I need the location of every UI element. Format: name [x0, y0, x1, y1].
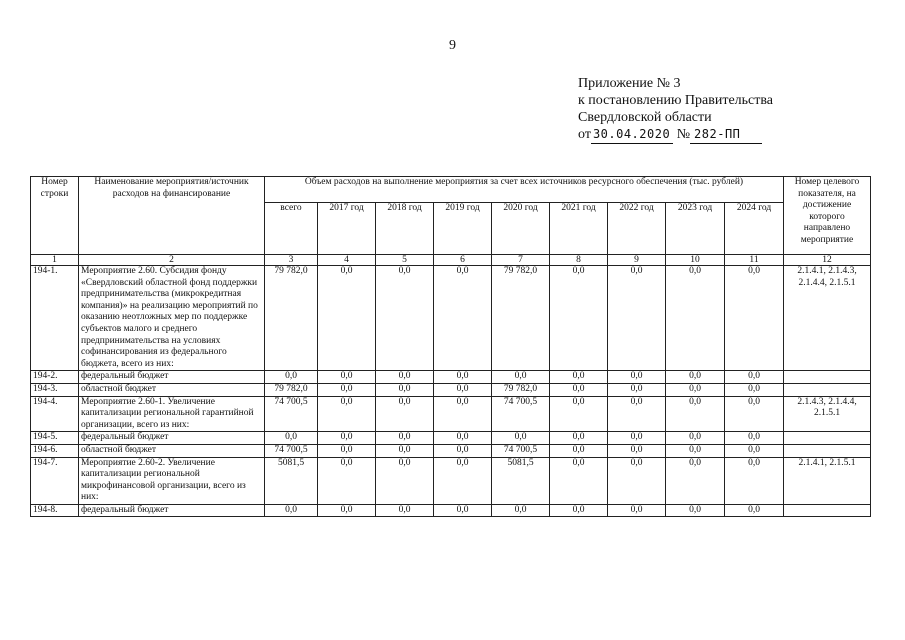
value-cell: 5081,5 — [265, 457, 318, 504]
value-cell: 0,0 — [376, 371, 434, 384]
row-number-cell: 194-5. — [31, 432, 79, 445]
column-number: 8 — [550, 255, 608, 266]
header-name: Наименование мероприятия/источник расходов на финансирование — [79, 177, 265, 255]
row-name-cell: федеральный бюджет — [79, 504, 265, 517]
value-cell: 0,0 — [434, 432, 492, 445]
target-indicator-cell: 2.1.4.1, 2.1.4.3, 2.1.4.4, 2.1.5.1 — [784, 266, 871, 371]
value-cell: 0,0 — [550, 383, 608, 396]
header-2019: 2019 год — [434, 203, 492, 255]
table-row — [31, 266, 871, 371]
header-target: Номер целевого показателя, на достижение которого направлено мероприятие — [784, 177, 871, 255]
value-cell: 0,0 — [434, 396, 492, 432]
target-indicator-cell — [784, 371, 871, 384]
value-cell: 0,0 — [550, 371, 608, 384]
value-cell: 0,0 — [725, 371, 784, 384]
value-cell: 0,0 — [725, 396, 784, 432]
header-total: всего — [265, 203, 318, 255]
value-cell: 0,0 — [550, 266, 608, 371]
resolution-date: 30.04.2020 — [592, 127, 671, 141]
value-cell: 0,0 — [318, 444, 376, 457]
row-number-cell: 194-6. — [31, 444, 79, 457]
table-row — [31, 457, 871, 504]
row-number-cell: 194-2. — [31, 371, 79, 384]
expenses-table — [30, 176, 871, 517]
target-indicator-cell — [784, 432, 871, 445]
column-number: 7 — [492, 255, 550, 266]
value-cell: 0,0 — [608, 396, 666, 432]
header-volume: Объем расходов на выполнение мероприятия за счет всех источников ресурсного обеспечения (тыс. рублей) — [265, 177, 784, 203]
column-number: 12 — [784, 255, 871, 266]
value-cell: 0,0 — [265, 371, 318, 384]
value-cell: 0,0 — [492, 432, 550, 445]
header-2018: 2018 год — [376, 203, 434, 255]
value-cell: 0,0 — [608, 371, 666, 384]
value-cell: 0,0 — [666, 432, 725, 445]
value-cell: 79 782,0 — [492, 383, 550, 396]
value-cell: 0,0 — [550, 432, 608, 445]
value-cell: 0,0 — [318, 504, 376, 517]
value-cell: 0,0 — [434, 504, 492, 517]
value-cell: 79 782,0 — [265, 383, 318, 396]
value-cell: 0,0 — [666, 504, 725, 517]
value-cell: 0,0 — [550, 396, 608, 432]
resolution-number: 282-ПП — [694, 127, 741, 141]
appendix-region: Свердловской области — [578, 110, 712, 125]
value-cell: 0,0 — [318, 432, 376, 445]
column-number-row — [31, 255, 871, 266]
value-cell: 0,0 — [550, 504, 608, 517]
value-cell: 74 700,5 — [492, 444, 550, 457]
table-row — [31, 432, 871, 445]
value-cell: 0,0 — [608, 383, 666, 396]
row-name-cell: Мероприятие 2.60-2. Увеличение капитализации региональной микрофинансовой организации, всего из них: — [79, 457, 265, 504]
row-number-cell: 194-7. — [31, 457, 79, 504]
column-number: 4 — [318, 255, 376, 266]
value-cell: 0,0 — [434, 383, 492, 396]
row-name-cell: федеральный бюджет — [79, 371, 265, 384]
value-cell: 0,0 — [608, 444, 666, 457]
value-cell: 0,0 — [434, 371, 492, 384]
value-cell: 0,0 — [608, 504, 666, 517]
target-indicator-cell — [784, 504, 871, 517]
value-cell: 0,0 — [376, 266, 434, 371]
value-cell: 5081,5 — [492, 457, 550, 504]
target-indicator-cell: 2.1.4.3, 2.1.4.4, 2.1.5.1 — [784, 396, 871, 432]
target-indicator-cell: 2.1.4.1, 2.1.5.1 — [784, 457, 871, 504]
value-cell: 0,0 — [318, 266, 376, 371]
value-cell: 0,0 — [550, 457, 608, 504]
table-row — [31, 504, 871, 517]
header-row-number: Номер строки — [31, 177, 79, 255]
value-cell: 0,0 — [666, 266, 725, 371]
table-row — [31, 371, 871, 384]
value-cell: 0,0 — [666, 444, 725, 457]
header-2017: 2017 год — [318, 203, 376, 255]
value-cell: 0,0 — [434, 457, 492, 504]
value-cell: 0,0 — [608, 266, 666, 371]
value-cell: 0,0 — [376, 396, 434, 432]
value-cell: 0,0 — [725, 444, 784, 457]
value-cell: 0,0 — [608, 457, 666, 504]
value-cell: 0,0 — [666, 371, 725, 384]
header-2023: 2023 год — [666, 203, 725, 255]
value-cell: 0,0 — [434, 444, 492, 457]
value-cell: 0,0 — [608, 432, 666, 445]
row-name-cell: Мероприятие 2.60. Субсидия фонду «Свердловский областной фонд поддержки предпринимательства (микрокредитная компания)» на реализацию мероприятий по оказанию неотложных мер по поддержке субъектов малого и среднего предпринимательства на условиях софинансирования из федерального бюджета, всего из них: — [79, 266, 265, 371]
column-number: 5 — [376, 255, 434, 266]
value-cell: 0,0 — [725, 383, 784, 396]
target-indicator-cell — [784, 444, 871, 457]
value-cell: 0,0 — [666, 457, 725, 504]
appendix-header — [578, 75, 773, 144]
date-prefix: от — [578, 127, 591, 142]
value-cell: 74 700,5 — [492, 396, 550, 432]
table-row — [31, 444, 871, 457]
row-name-cell: областной бюджет — [79, 444, 265, 457]
value-cell: 0,0 — [492, 371, 550, 384]
value-cell: 0,0 — [725, 266, 784, 371]
column-number: 9 — [608, 255, 666, 266]
value-cell: 0,0 — [318, 371, 376, 384]
value-cell: 79 782,0 — [492, 266, 550, 371]
number-prefix: № — [676, 127, 691, 142]
column-number: 1 — [31, 255, 79, 266]
target-indicator-cell — [784, 383, 871, 396]
column-number: 10 — [666, 255, 725, 266]
value-cell: 0,0 — [318, 396, 376, 432]
row-number-cell: 194-4. — [31, 396, 79, 432]
row-name-cell: Мероприятие 2.60-1. Увеличение капитализации региональной гарантийной организации, всего из них: — [79, 396, 265, 432]
value-cell: 0,0 — [725, 457, 784, 504]
value-cell: 0,0 — [376, 444, 434, 457]
table-body — [31, 266, 871, 517]
value-cell: 0,0 — [725, 432, 784, 445]
column-number: 11 — [725, 255, 784, 266]
column-number: 3 — [265, 255, 318, 266]
header-2020: 2020 год — [492, 203, 550, 255]
page-number: 9 — [449, 38, 456, 53]
value-cell: 0,0 — [376, 383, 434, 396]
value-cell: 0,0 — [550, 444, 608, 457]
appendix-title: Приложение № 3 — [578, 76, 681, 91]
row-number-cell: 194-1. — [31, 266, 79, 371]
value-cell: 0,0 — [725, 504, 784, 517]
value-cell: 0,0 — [265, 432, 318, 445]
header-2022: 2022 год — [608, 203, 666, 255]
column-number: 6 — [434, 255, 492, 266]
row-name-cell: федеральный бюджет — [79, 432, 265, 445]
value-cell: 0,0 — [265, 504, 318, 517]
value-cell: 0,0 — [376, 457, 434, 504]
table-row — [31, 383, 871, 396]
value-cell: 79 782,0 — [265, 266, 318, 371]
value-cell: 0,0 — [492, 504, 550, 517]
appendix-resolution: к постановлению Правительства — [578, 93, 774, 108]
header-2024: 2024 год — [725, 203, 784, 255]
value-cell: 0,0 — [666, 383, 725, 396]
table-row — [31, 396, 871, 432]
column-number: 2 — [79, 255, 265, 266]
value-cell: 0,0 — [666, 396, 725, 432]
value-cell: 0,0 — [376, 504, 434, 517]
appendix-date-line — [578, 126, 773, 144]
row-name-cell: областной бюджет — [79, 383, 265, 396]
value-cell: 0,0 — [434, 266, 492, 371]
header-2021: 2021 год — [550, 203, 608, 255]
value-cell: 74 700,5 — [265, 444, 318, 457]
value-cell: 0,0 — [376, 432, 434, 445]
row-number-cell: 194-8. — [31, 504, 79, 517]
value-cell: 0,0 — [318, 457, 376, 504]
value-cell: 74 700,5 — [265, 396, 318, 432]
row-number-cell: 194-3. — [31, 383, 79, 396]
value-cell: 0,0 — [318, 383, 376, 396]
